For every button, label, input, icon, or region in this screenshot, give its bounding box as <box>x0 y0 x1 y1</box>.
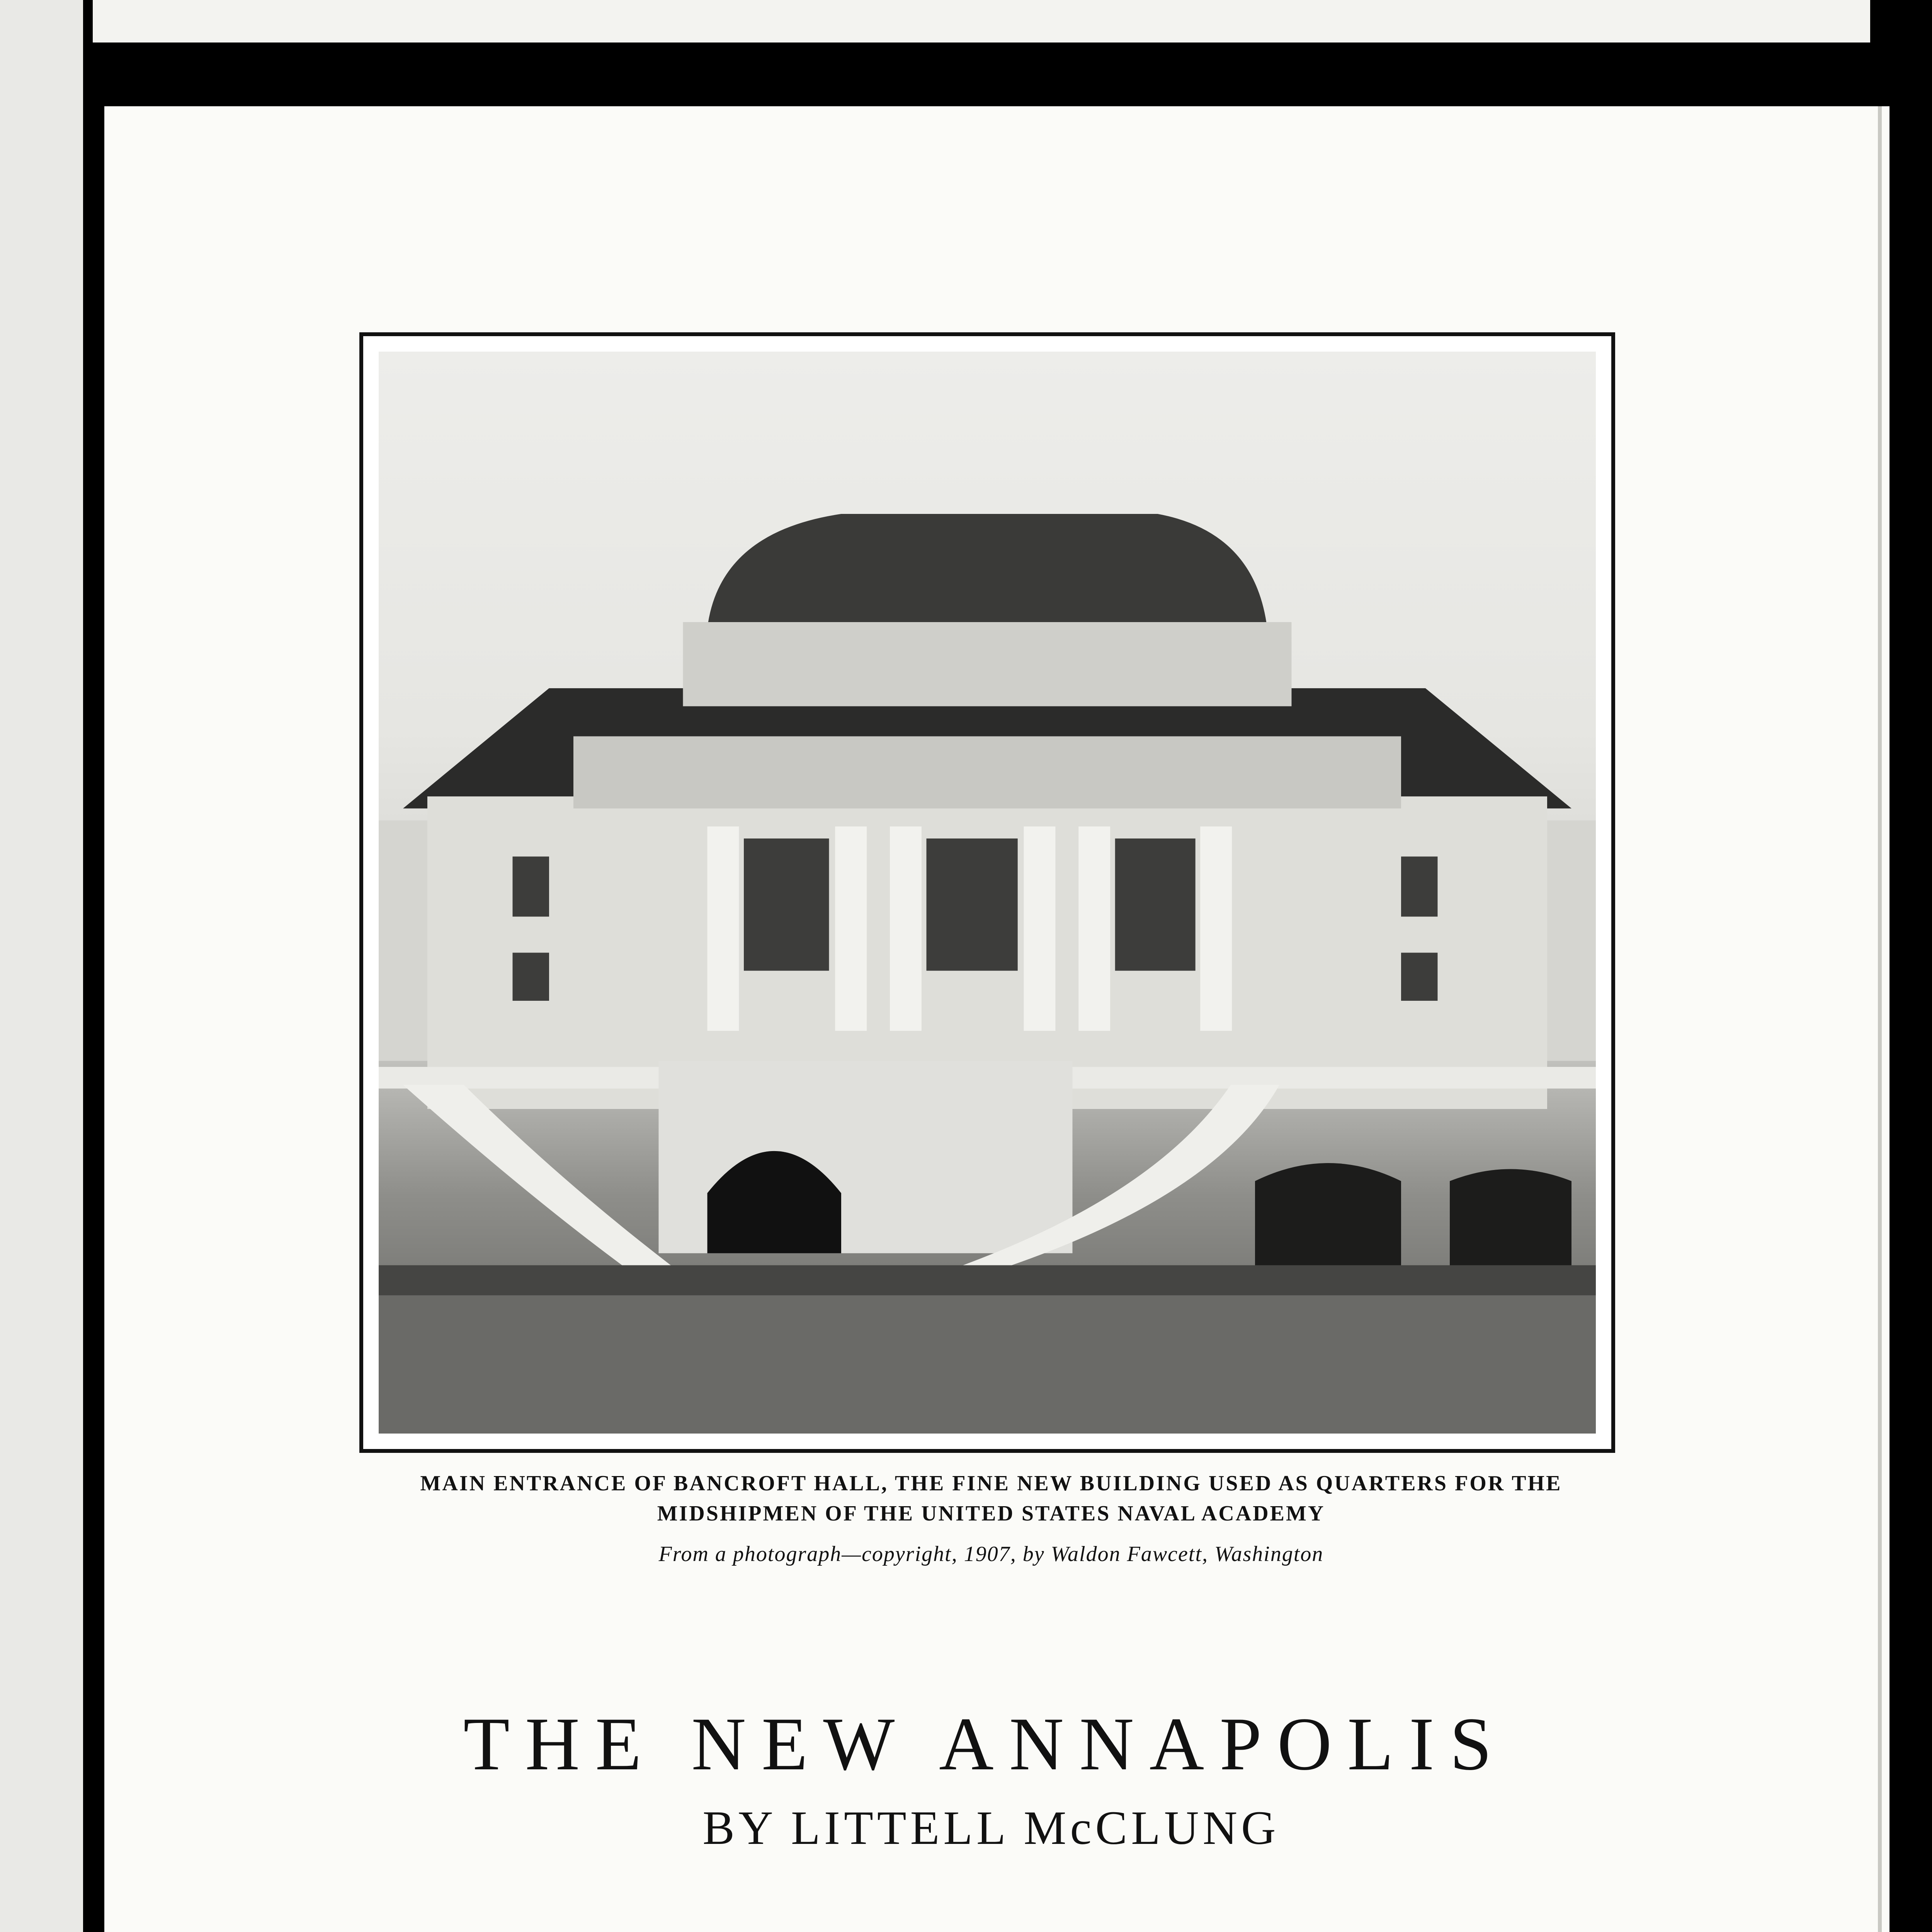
building-illustration <box>379 352 1596 1434</box>
page-gutter <box>83 0 104 1932</box>
top-page-strip <box>93 0 1870 43</box>
page-edge-line <box>1878 106 1882 1932</box>
article-subtitle <box>359 1924 1619 1932</box>
article-title: THE NEW ANNAPOLIS <box>463 1702 1507 1786</box>
photo-caption: MAIN ENTRANCE OF BANCROFT HALL, THE FINE NEW BUILDING USED AS QUARTERS FOR THE MIDSHIPMEN OF THE UNITED STATES NAVAL ACADEMY <box>420 1471 1562 1526</box>
previous-page-edge <box>0 0 83 1932</box>
article-byline: BY LITTELL McCLUNG <box>702 1801 1280 1854</box>
photo-credit: From a photograph—copyright, 1907, by Waldon Fawcett, Washington <box>658 1542 1324 1566</box>
right-margin-shadow <box>1889 0 1932 1932</box>
bancroft-hall-photograph <box>379 352 1596 1434</box>
photograph-frame <box>359 332 1615 1453</box>
